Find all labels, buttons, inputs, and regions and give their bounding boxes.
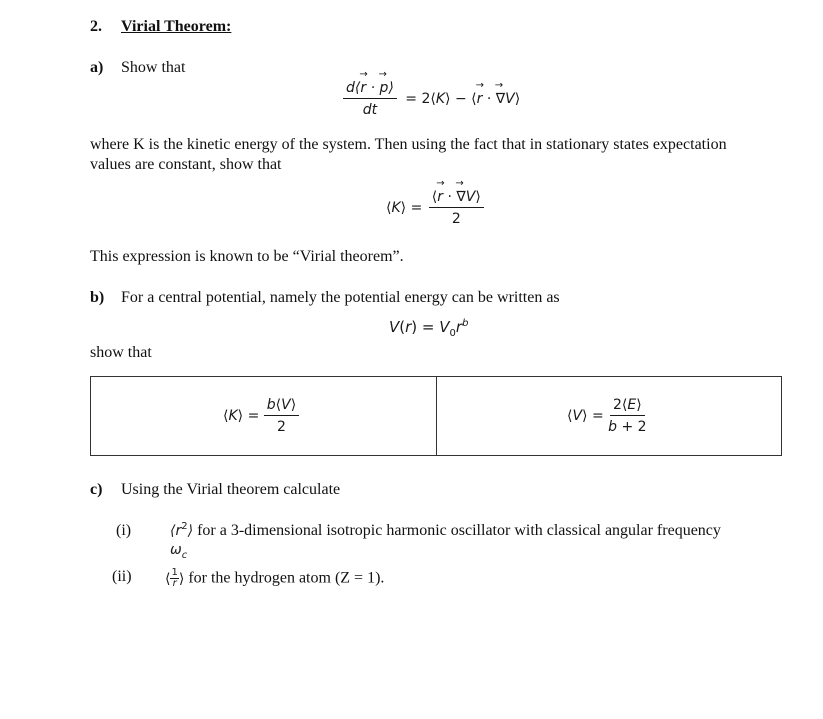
equation-box-right bbox=[567, 397, 647, 435]
equation-box-left bbox=[223, 397, 299, 435]
fraction-one-over-r: $\frac{1}{r}$ bbox=[171, 567, 178, 589]
equation-virial-lhs: ⟨K⟩ = bbox=[386, 200, 423, 216]
result-box-divider bbox=[436, 377, 437, 455]
box-left-lhs: ⟨K⟩ = bbox=[223, 408, 260, 424]
part-c-item-ii bbox=[165, 568, 384, 589]
fraction-numerator: 2⟨E⟩ bbox=[610, 397, 645, 416]
fraction-virial bbox=[429, 189, 484, 227]
result-box bbox=[90, 376, 782, 456]
fraction-d-rp-dt bbox=[343, 80, 397, 118]
fraction-denominator: dt bbox=[362, 102, 378, 118]
fraction-box-right bbox=[608, 397, 646, 435]
part-c-intro: Using the Virial theorem calculate bbox=[121, 481, 341, 498]
part-b-intro: For a central potential, namely the potential energy can be written as bbox=[121, 289, 560, 306]
fraction-numerator: b⟨V⟩ bbox=[264, 397, 299, 416]
part-a-text-line2: values are constant, show that bbox=[90, 156, 282, 173]
part-c-label: c) bbox=[90, 481, 103, 498]
part-c-item-ii-marker: (ii) bbox=[112, 568, 132, 585]
problem-number: 2. bbox=[90, 18, 102, 35]
part-b-show-that: show that bbox=[90, 344, 152, 361]
expectation-r-squared: $⟨r^2⟩$ bbox=[170, 521, 194, 539]
equation-virial bbox=[386, 189, 484, 227]
fraction-denominator: 2 bbox=[277, 419, 286, 435]
part-b-label: b) bbox=[90, 289, 105, 306]
box-right-lhs: ⟨V⟩ = bbox=[567, 408, 604, 424]
part-c-item-i-marker: (i) bbox=[116, 522, 132, 539]
expectation-one-over-r: ⟨ $\frac{1}{r}$ ⟩ bbox=[165, 567, 185, 589]
equation-rhs: = 2⟨K⟩ − ⟨→ r · → ∇V⟩ bbox=[405, 91, 520, 107]
fraction-denominator: 2 bbox=[451, 211, 461, 227]
equation-dt-rp bbox=[343, 80, 520, 118]
part-a-text-line1: where K is the kinetic energy of the system. Then using the fact that in stationary states expectation bbox=[90, 136, 727, 153]
fraction-denominator: b + 2 bbox=[608, 419, 647, 435]
fraction-numerator: d⟨→ r · → p⟩ bbox=[343, 80, 397, 99]
part-c-item-i-text: for a 3-dimensional isotropic harmonic oscillator with classical angular frequency bbox=[197, 522, 721, 539]
omega-c: $\omega_c$ bbox=[170, 542, 188, 561]
part-a-label: a) bbox=[90, 59, 104, 76]
part-c-item-i bbox=[170, 522, 721, 540]
problem-title: Virial Theorem: bbox=[121, 18, 232, 35]
part-c-item-ii-text: for the hydrogen atom (Z = 1). bbox=[188, 569, 385, 587]
fraction-numerator: ⟨→ r · → ∇V⟩ bbox=[429, 189, 484, 208]
fraction-box-left bbox=[264, 397, 299, 435]
equation-potential: $V(r) = V_0r^b$ bbox=[389, 318, 469, 339]
part-a-closing: This expression is known to be “Virial theorem”. bbox=[90, 248, 404, 265]
part-a-intro: Show that bbox=[121, 59, 186, 76]
